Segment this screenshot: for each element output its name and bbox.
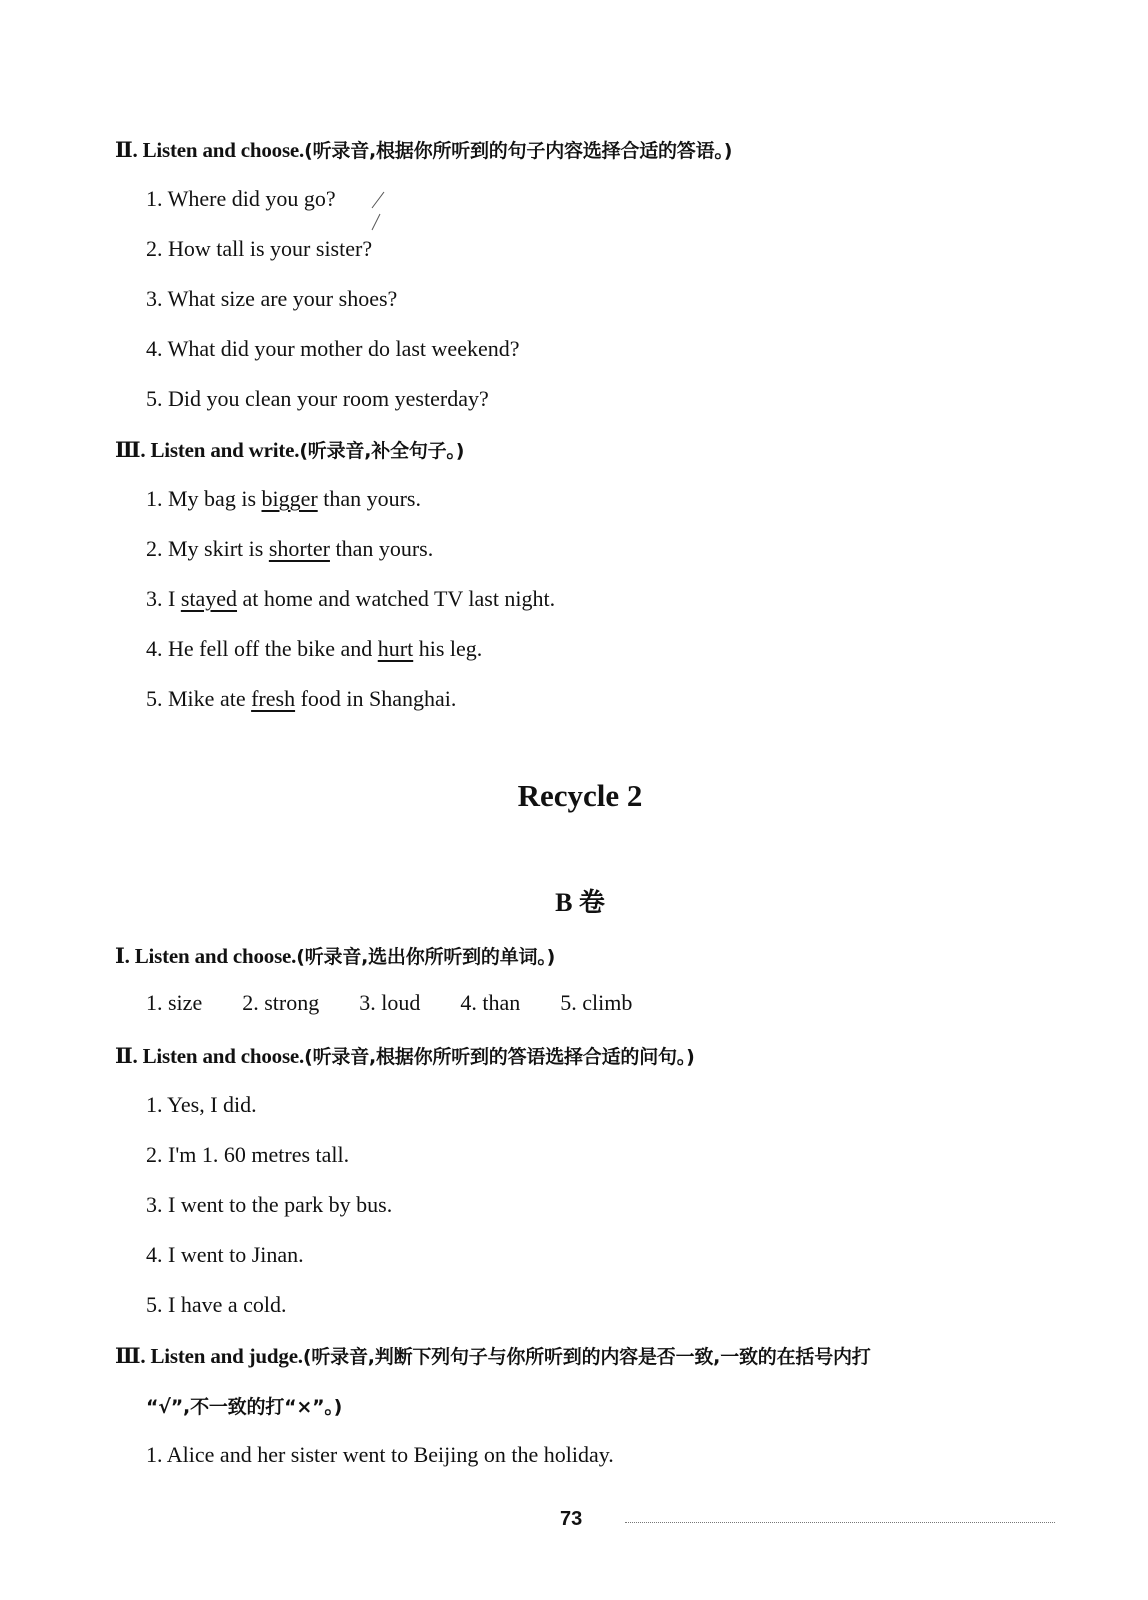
list-item: 4. I went to Jinan. [146,1242,304,1267]
sentence-end: his leg. [413,636,483,661]
sentence-start: 4. He fell off the bike and [146,636,378,661]
sentence-start: 2. My skirt is [146,536,269,561]
list-item: 1. Where did you go? [146,186,336,211]
list-item: 3. What size are your shoes? [146,286,398,311]
b-part3-heading [115,1342,871,1369]
part3-heading-en: Ⅲ. Listen and write. [115,438,300,462]
b-part1-heading [115,942,555,969]
list-item: 5. Did you clean your room yesterday? [146,386,489,411]
answer-line [146,586,555,612]
part3-heading [115,436,464,463]
list-item: 1. Yes, I did. [146,1092,257,1117]
b-part1-heading-zh: (听录音,选出你所听到的单词。) [296,946,556,968]
b-part3-heading-zh: (听录音,判断下列句子与你所听到的内容是否一致,一致的在括号内打 [302,1346,871,1368]
word-item: 1. size [146,990,203,1015]
filled-answer: shorter [268,536,330,561]
filled-answer: bigger [261,486,318,511]
section-title: B 卷 [555,888,605,917]
b-part2-heading [115,1042,695,1069]
list-item: 2. I'm 1. 60 metres tall. [146,1142,350,1167]
answer-line [146,636,482,662]
sentence-end: than yours. [317,486,421,511]
b-part2-heading-en: Ⅱ. Listen and choose. [115,1044,305,1068]
list-item: 4. What did your mother do last weekend? [146,336,520,361]
part3-heading-zh: (听录音,补全句子。) [299,440,465,462]
b-part2-heading-zh: (听录音,根据你所听到的答语选择合适的问句。) [304,1046,695,1068]
sentence-start: 5. Mike ate [146,686,252,711]
word-list [146,990,672,1016]
list-item: 1. Alice and her sister went to Beijing on the holiday. [146,1442,614,1467]
sentence-end: than yours. [329,536,434,561]
sentence-start: 3. I [146,586,181,611]
list-item: 3. I went to the park by bus. [146,1192,393,1217]
part2-heading-en: Ⅱ. Listen and choose. [115,138,305,162]
b-part3-heading-zh-line2: “√”,不一致的打“×”。) [146,1396,343,1418]
filled-answer: fresh [251,686,296,711]
word-item: 3. loud [359,990,421,1015]
answer-line [146,486,421,512]
word-item: 2. strong [242,990,320,1015]
part2-heading [115,136,732,163]
part2-heading-zh: (听录音,根据你所听到的句子内容选择合适的答语。) [304,140,733,162]
list-item: 5. I have a cold. [146,1292,287,1317]
filled-answer: stayed [180,586,238,611]
b-part3-heading-line2 [146,1392,342,1419]
footer-divider [625,1522,1055,1523]
sentence-end: food in Shanghai. [295,686,457,711]
answer-line [146,686,456,712]
sentence-end: at home and watched TV last night. [237,586,556,611]
word-item: 5. climb [560,990,633,1015]
pen-mark-icon [368,186,388,236]
page-title: Recycle 2 [517,778,643,813]
page-number: 73 [560,1508,583,1530]
sentence-start: 1. My bag is [146,486,262,511]
word-item: 4. than [460,990,521,1015]
list-item: 2. How tall is your sister? [146,236,373,261]
filled-answer: hurt [377,636,414,661]
b-part3-heading-en: Ⅲ. Listen and judge. [115,1344,303,1368]
b-part1-heading-en: Ⅰ. Listen and choose. [115,944,297,968]
answer-line [146,536,433,562]
